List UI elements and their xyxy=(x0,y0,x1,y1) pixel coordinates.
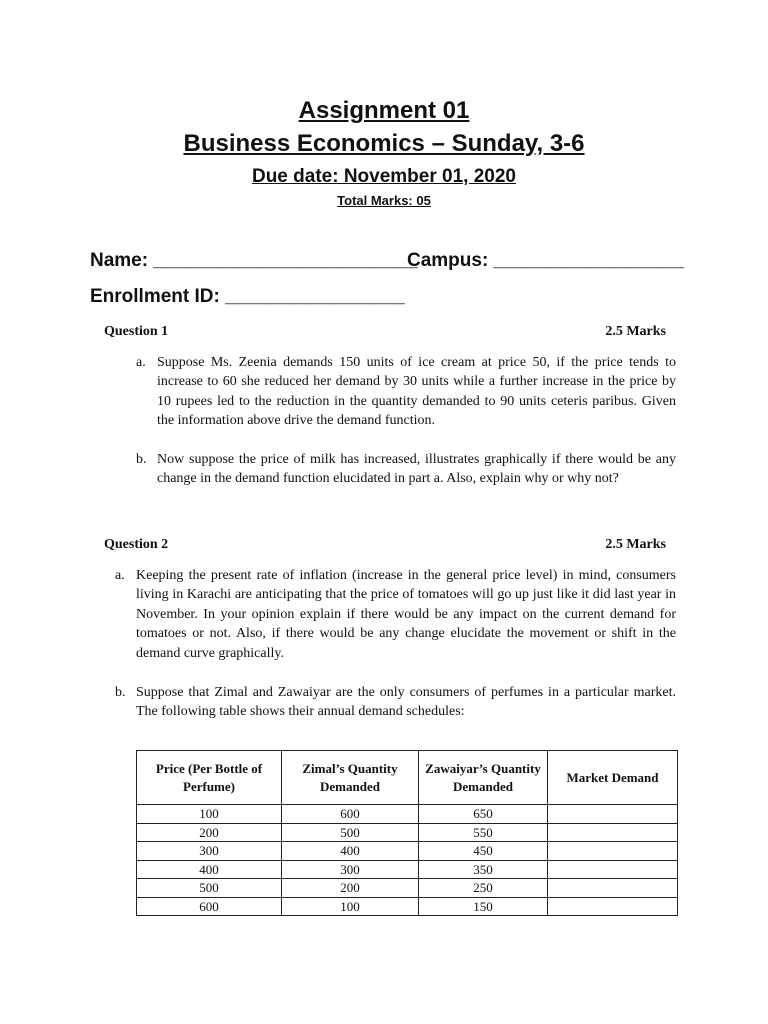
question-1a-label: a. xyxy=(136,355,146,370)
question-1b xyxy=(136,450,676,489)
question-1-title: Question 1 xyxy=(104,324,169,339)
cell-market-demand xyxy=(548,823,678,842)
cell-price: 200 xyxy=(137,823,282,842)
assignment-title: Assignment 01 xyxy=(298,97,470,124)
cell-market-demand xyxy=(548,860,678,879)
question-1b-label: b. xyxy=(136,452,147,467)
question-1-header xyxy=(104,324,666,340)
cell-zawaiyar: 150 xyxy=(419,897,548,916)
cell-price: 400 xyxy=(137,860,282,879)
campus-field: Campus: __________________ xyxy=(407,250,684,271)
question-1a-text: Suppose Ms. Zeenia demands 150 units of ice cream at price 50, if the price tends to increase to 60 she reduced her demand by 30 units while a further increase in the price by 10 rupees led to the reduction in the quantity demanded to 90 units ceteris paribus. Given the information above drive the demand function. xyxy=(157,355,676,429)
question-1b-text: Now suppose the price of milk has increased, illustrates graphically if there would be any change in the demand function elucidated in part a. Also, explain why or why not? xyxy=(157,452,676,487)
question-2a xyxy=(115,566,676,663)
question-2-header xyxy=(104,537,666,553)
cell-market-demand xyxy=(548,879,678,898)
cell-market-demand xyxy=(548,897,678,916)
question-1-marks: 2.5 Marks xyxy=(605,324,666,339)
question-2-marks: 2.5 Marks xyxy=(605,537,666,552)
table-row xyxy=(137,897,678,916)
name-field: Name: _________________________ xyxy=(90,250,418,271)
cell-zimal: 400 xyxy=(282,842,419,861)
cell-zawaiyar: 450 xyxy=(419,842,548,861)
question-2a-label: a. xyxy=(115,568,125,583)
header-price: Price (Per Bottle of Perfume) xyxy=(137,751,282,805)
cell-market-demand xyxy=(548,805,678,824)
table-row xyxy=(137,823,678,842)
due-date: Due date: November 01, 2020 xyxy=(251,166,516,187)
cell-price: 600 xyxy=(137,897,282,916)
cell-zawaiyar: 550 xyxy=(419,823,548,842)
cell-zimal: 500 xyxy=(282,823,419,842)
cell-zawaiyar: 650 xyxy=(419,805,548,824)
question-2a-text: Keeping the present rate of inflation (increase in the general price level) in mind, consumers living in Karachi are anticipating that the price of tomatoes will go up just like it did last year in November. In your opinion explain if there would be any impact on the current demand for tomatoes or not. Also, if there would be any change elucidate the movement or shift in the demand curve graphically. xyxy=(136,568,676,661)
cell-zawaiyar: 250 xyxy=(419,879,548,898)
course-title: Business Economics – Sunday, 3-6 xyxy=(183,130,585,157)
cell-zimal: 300 xyxy=(282,860,419,879)
cell-zimal: 100 xyxy=(282,897,419,916)
header-zawaiyar: Zawaiyar’s Quantity Demanded xyxy=(419,751,548,805)
question-1a xyxy=(136,353,676,431)
question-2b-label: b. xyxy=(115,685,126,700)
cell-market-demand xyxy=(548,842,678,861)
table-row xyxy=(137,805,678,824)
cell-zimal: 600 xyxy=(282,805,419,824)
enrollment-field: Enrollment ID: _________________ xyxy=(90,286,405,307)
cell-zawaiyar: 350 xyxy=(419,860,548,879)
cell-zimal: 200 xyxy=(282,879,419,898)
cell-price: 500 xyxy=(137,879,282,898)
question-2b-text: Suppose that Zimal and Zawaiyar are the only consumers of perfumes in a particular market. The following table shows their annual demand schedules: xyxy=(136,685,676,720)
cell-price: 100 xyxy=(137,805,282,824)
table-row xyxy=(137,842,678,861)
header-zimal: Zimal’s Quantity Demanded xyxy=(282,751,419,805)
table-row xyxy=(137,860,678,879)
question-2-title: Question 2 xyxy=(104,537,169,552)
cell-price: 300 xyxy=(137,842,282,861)
header-market-demand: Market Demand xyxy=(548,751,678,805)
demand-schedule-table xyxy=(136,750,678,916)
table-header-row xyxy=(137,751,678,805)
document-header xyxy=(0,96,768,210)
table-row xyxy=(137,879,678,898)
total-marks: Total Marks: 05 xyxy=(337,193,431,208)
question-2b xyxy=(115,683,676,722)
